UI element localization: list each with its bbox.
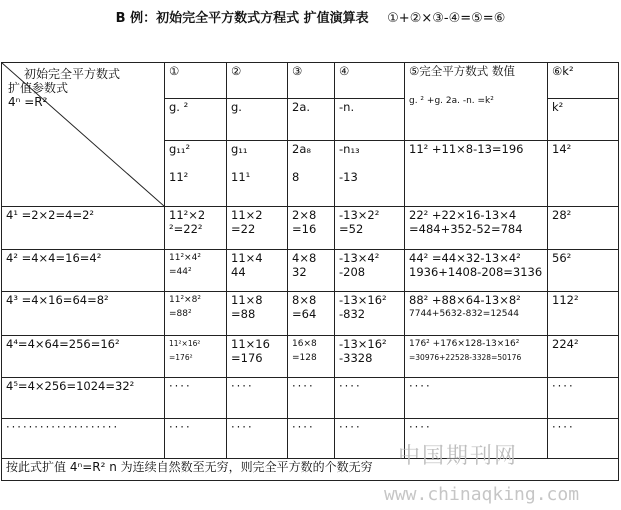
col3-header: ③	[288, 63, 335, 99]
cell-c1: ····	[165, 378, 227, 419]
cell-c3: ····	[288, 419, 335, 459]
cell-c6: 112²	[548, 292, 619, 336]
calc-table	[1, 62, 619, 481]
cell-c1: 11²×8² =88²	[165, 292, 227, 336]
cell-c2: 11×4 44	[227, 250, 288, 292]
col5-subformula: g. ² +g. 2a. -n. =k²	[409, 96, 494, 106]
col6-header: ⑥k²	[548, 63, 619, 99]
page-title	[0, 7, 621, 26]
cell-c5: 22² +22×16-13×4 =484+352-52=784	[405, 207, 548, 250]
cell-c6: 56²	[548, 250, 619, 292]
diagonal-header-cell	[2, 63, 165, 207]
footer-note: 按此式扩值 4ⁿ=R² n 为连续自然数至无穷，则完全平方数的个数无穷	[2, 459, 619, 481]
title-text: B 例：初始完全平方数式方程式 扩值演算表	[115, 11, 369, 26]
cell-c6: ····	[548, 378, 619, 419]
col5-header: ⑤完全平方数式 数值 g. ² +g. 2a. -n. =k²	[405, 63, 548, 141]
diag-left-formula: 4ⁿ =R²	[8, 95, 48, 109]
cell-c5: ····	[405, 378, 548, 419]
row3-c5: 11² +11×8-13=196	[405, 141, 548, 207]
cell-c4: ····	[335, 378, 405, 419]
cell-c6: 28²	[548, 207, 619, 250]
footer-row	[2, 459, 619, 481]
row2-c1: g. ²	[165, 99, 227, 141]
cell-c4: ····	[335, 419, 405, 459]
cell-c1: 11²×4² =44²	[165, 250, 227, 292]
title-formula: ①+②×③-④=⑤=⑥	[387, 11, 506, 26]
row-label: ····················	[2, 419, 165, 459]
diag-top-label: 初始完全平方数式	[24, 67, 121, 81]
cell-c2: 11×2 =22	[227, 207, 288, 250]
cell-c6: ····	[548, 419, 619, 459]
row-label: 4² =4×4=16=4²	[2, 250, 165, 292]
cell-c3: 8×8 =64	[288, 292, 335, 336]
cell-c4: -13×2² =52	[335, 207, 405, 250]
watermark-cn: 中国期刊网	[398, 444, 519, 469]
col2-header: ②	[227, 63, 288, 99]
diag-left-label: 扩值参数式 4ⁿ =R²	[8, 81, 69, 109]
cell-c5: ····	[405, 419, 548, 459]
table-row	[2, 336, 619, 378]
cell-c1: ····	[165, 419, 227, 459]
cell-c4: -13×4² -208	[335, 250, 405, 292]
cell-c3: 16×8 =128	[288, 336, 335, 378]
table-row	[2, 207, 619, 250]
row2-c6: k²	[548, 99, 619, 141]
row3-c1: g₁₁² 11²	[165, 141, 227, 207]
row-label: 4⁴=4×64=256=16²	[2, 336, 165, 378]
cell-c2: ····	[227, 378, 288, 419]
table-row	[2, 250, 619, 292]
row2-c4: -n.	[335, 99, 405, 141]
row3-c2: g₁₁ 11¹	[227, 141, 288, 207]
table-row	[2, 292, 619, 336]
cell-c5: 88² +88×64-13×8² 7744+5632-832=12544	[405, 292, 548, 336]
row-label: 4³ =4×16=64=8²	[2, 292, 165, 336]
row3-c3: 2a₈ 8	[288, 141, 335, 207]
cell-c2: ····	[227, 419, 288, 459]
row-label: 4⁵=4×256=1024=32²	[2, 378, 165, 419]
cell-c4: -13×16² -3328	[335, 336, 405, 378]
table-row	[2, 419, 619, 459]
row2-c3: 2a.	[288, 99, 335, 141]
row3-c6: 14²	[548, 141, 619, 207]
cell-c4: -13×16² -832	[335, 292, 405, 336]
cell-c3: 2×8 =16	[288, 207, 335, 250]
col1-header: ①	[165, 63, 227, 99]
cell-c1: 11²×2 ²=22²	[165, 207, 227, 250]
row2-c2: g.	[227, 99, 288, 141]
cell-c3: ····	[288, 378, 335, 419]
cell-c5: 44² =44×32-13×4² 1936+1408-208=3136	[405, 250, 548, 292]
cell-c1: 11²×16² =176²	[165, 336, 227, 378]
table-row	[2, 378, 619, 419]
cell-c2: 11×16 =176	[227, 336, 288, 378]
cell-c2: 11×8 =88	[227, 292, 288, 336]
cell-c5: 176² +176×128-13×16² =30976+22528-3328=50176	[405, 336, 548, 378]
col4-header: ④	[335, 63, 405, 99]
row3-c4: -n₁₃ -13	[335, 141, 405, 207]
watermark-url: www.chinaqking.com	[384, 484, 580, 505]
cell-c3: 4×8 32	[288, 250, 335, 292]
cell-c6: 224²	[548, 336, 619, 378]
row-label: 4¹ =2×2=4=2²	[2, 207, 165, 250]
